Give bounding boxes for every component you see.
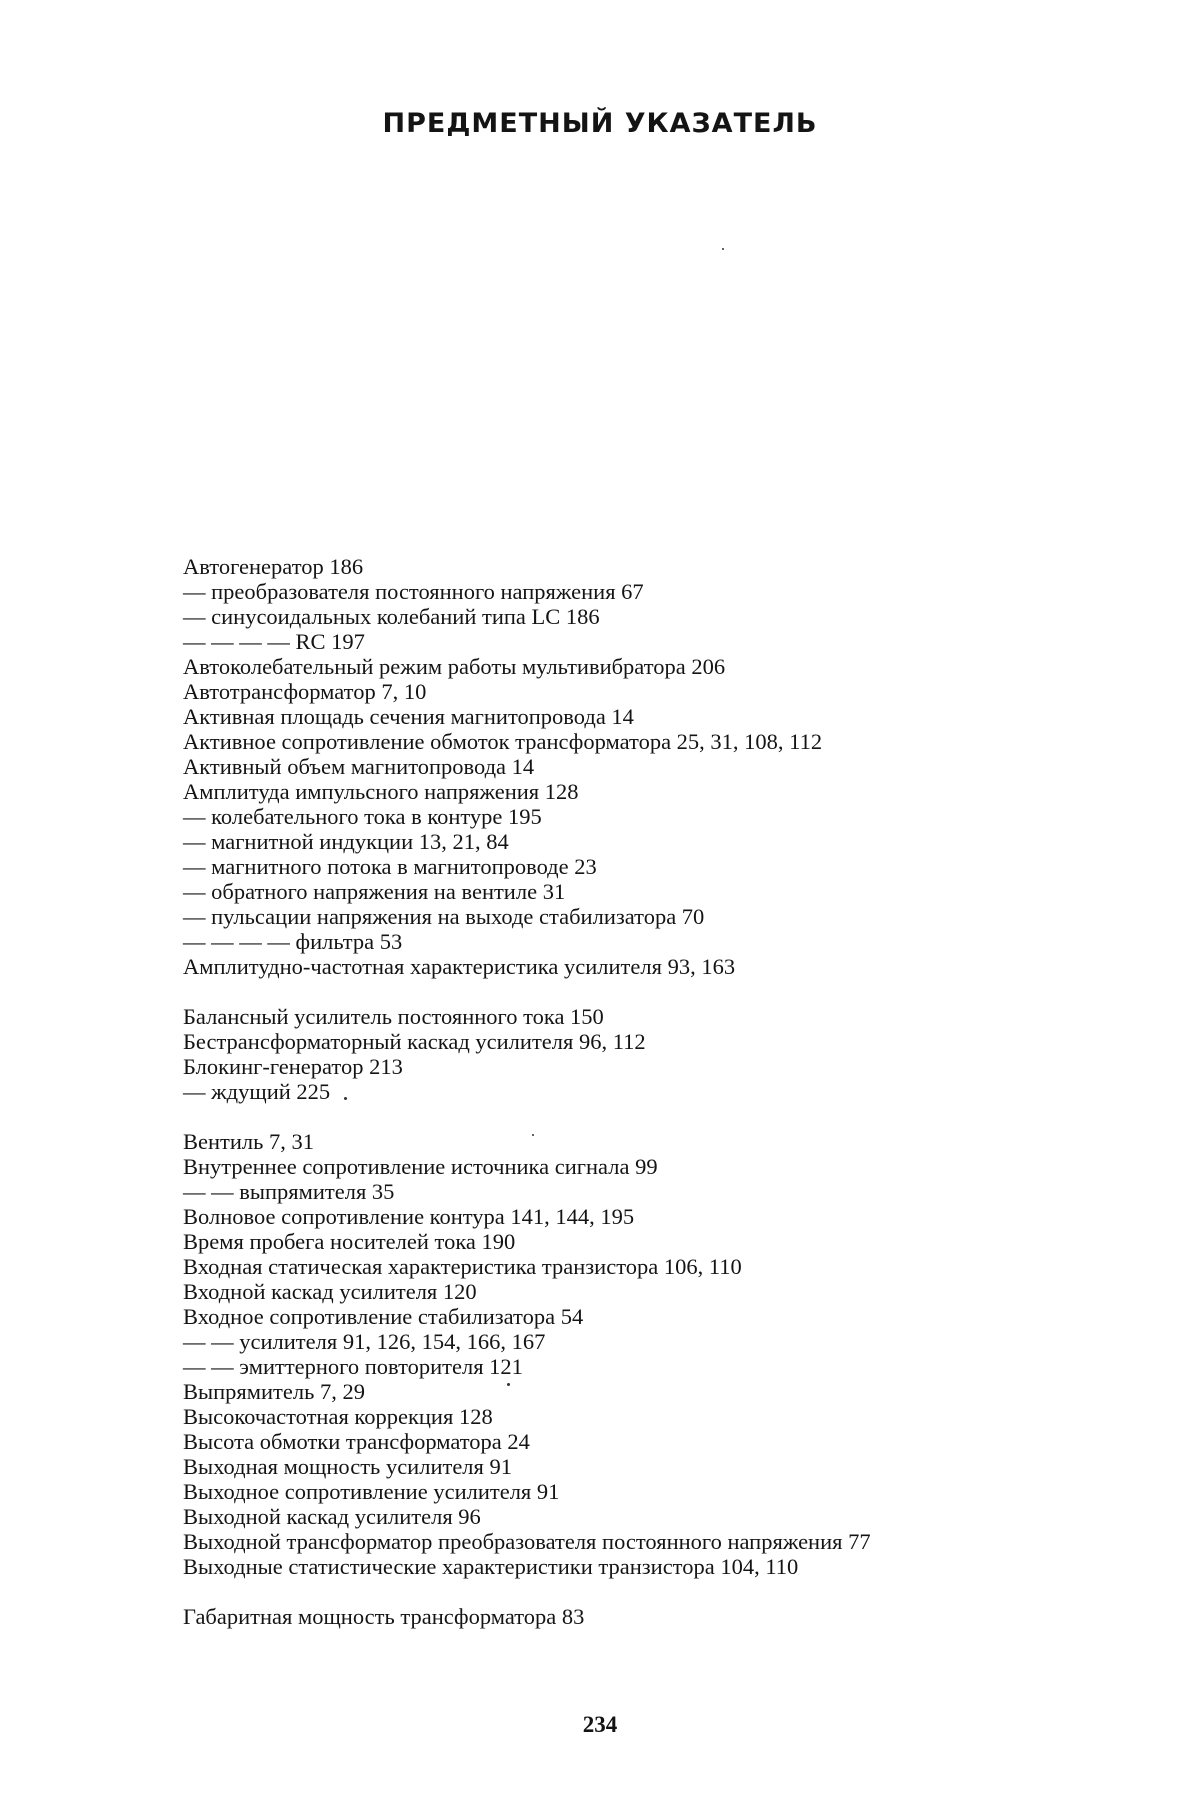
index-entry: Габаритная мощность трансформатора 83 (183, 1604, 1183, 1629)
index-entry: Активное сопротивление обмоток трансформатора 25, 31, 108, 112 (183, 729, 1183, 754)
print-speck (722, 248, 724, 250)
index-entry: Входная статическая характеристика транзистора 106, 110 (183, 1254, 1183, 1279)
index-entry: — колебательного тока в контуре 195 (183, 804, 1183, 829)
index-entry: Бестрансформаторный каскад усилителя 96, 112 (183, 1029, 1183, 1054)
index-entry: Высота обмотки трансформатора 24 (183, 1429, 1183, 1454)
index-group (183, 1004, 1183, 1104)
index-entry: Входное сопротивление стабилизатора 54 (183, 1304, 1183, 1329)
index-entry: Активная площадь сечения магнитопровода 14 (183, 704, 1183, 729)
index-entry: Внутреннее сопротивление источника сигнала 99 (183, 1154, 1183, 1179)
index-entry: — пульсации напряжения на выходе стабилизатора 70 (183, 904, 1183, 929)
index-entry: Входной каскад усилителя 120 (183, 1279, 1183, 1304)
index-entry: Амплитуда импульсного напряжения 128 (183, 779, 1183, 804)
index-entry: Амплитудно-частотная характеристика усилителя 93, 163 (183, 954, 1183, 979)
index-group (183, 554, 1183, 979)
index-entry: — — эмиттерного повторителя 121 (183, 1354, 1183, 1379)
index-entry: — — усилителя 91, 126, 154, 166, 167 (183, 1329, 1183, 1354)
book-page (0, 0, 1200, 1800)
index-entry: — обратного напряжения на вентиле 31 (183, 879, 1183, 904)
index-entry: — преобразователя постоянного напряжения 67 (183, 579, 1183, 604)
index-entry: Выходной каскад усилителя 96 (183, 1504, 1183, 1529)
index-entry: Выпрямитель 7, 29 (183, 1379, 1183, 1404)
index-group (183, 1129, 1183, 1579)
index-entry: — магнитного потока в магнитопроводе 23 (183, 854, 1183, 879)
index-entry: — — — — RC 197 (183, 629, 1183, 654)
index-entry: Волновое сопротивление контура 141, 144, 195 (183, 1204, 1183, 1229)
subject-index (183, 554, 1183, 1629)
index-entry: Вентиль 7, 31 (183, 1129, 1183, 1154)
index-entry: — синусоидальных колебаний типа LC 186 (183, 604, 1183, 629)
index-entry: Активный объем магнитопровода 14 (183, 754, 1183, 779)
index-entry: Выходные статистические характеристики транзистора 104, 110 (183, 1554, 1183, 1579)
index-entry: Автоколебательный режим работы мультивибратора 206 (183, 654, 1183, 679)
index-entry: Высокочастотная коррекция 128 (183, 1404, 1183, 1429)
index-entry: — — — — фильтра 53 (183, 929, 1183, 954)
index-entry: — — выпрямителя 35 (183, 1179, 1183, 1204)
index-group (183, 1604, 1183, 1629)
page-title: ПРЕДМЕТНЫЙ УКАЗАТЕЛЬ (0, 108, 1200, 139)
index-entry: — ждущий 225 (183, 1079, 1183, 1104)
index-entry: Выходное сопротивление усилителя 91 (183, 1479, 1183, 1504)
index-entry: Блокинг-генератор 213 (183, 1054, 1183, 1079)
index-entry: Автотрансформатор 7, 10 (183, 679, 1183, 704)
index-entry: — магнитной индукции 13, 21, 84 (183, 829, 1183, 854)
index-entry: Время пробега носителей тока 190 (183, 1229, 1183, 1254)
index-entry: Балансный усилитель постоянного тока 150 (183, 1004, 1183, 1029)
index-entry: Выходная мощность усилителя 91 (183, 1454, 1183, 1479)
index-entry: Автогенератор 186 (183, 554, 1183, 579)
index-entry: Выходной трансформатор преобразователя постоянного напряжения 77 (183, 1529, 1183, 1554)
page-number: 234 (0, 1712, 1200, 1738)
